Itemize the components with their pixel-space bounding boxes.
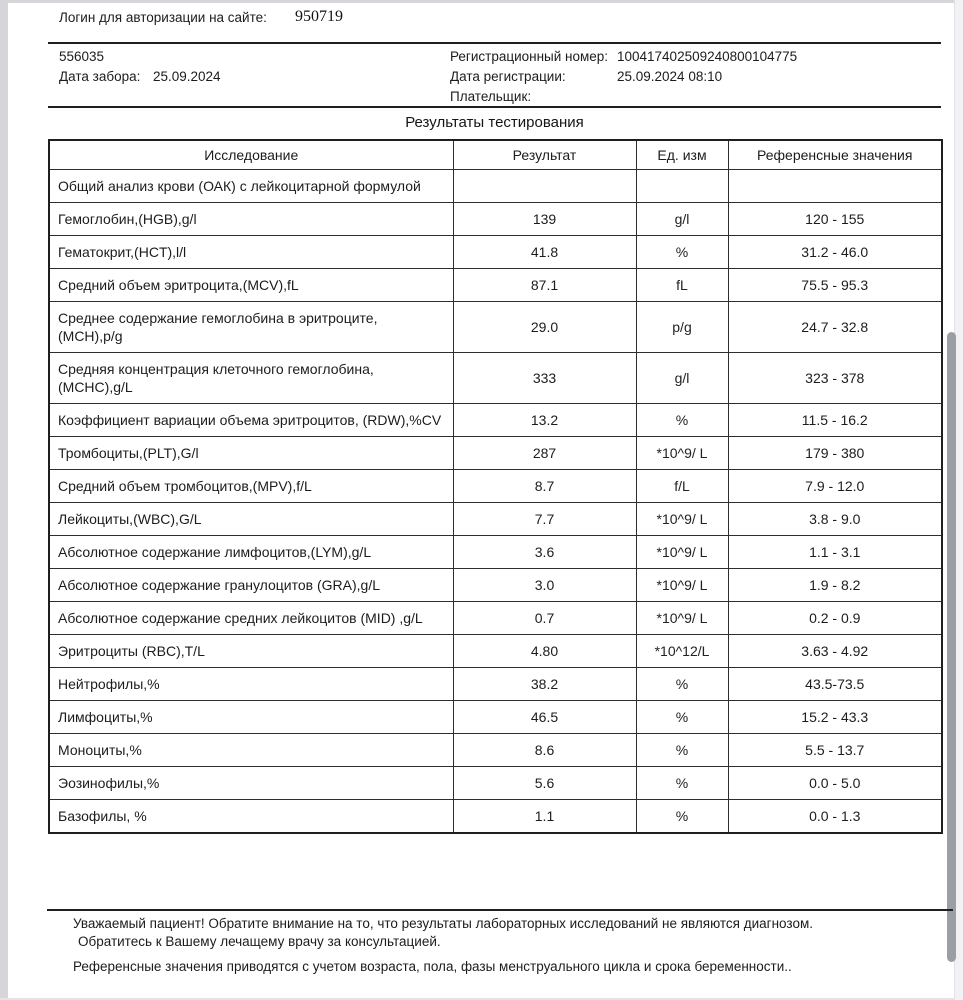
test-name-cell: Эозинофилы,%	[49, 767, 453, 800]
test-name-cell: Эритроциты (RBC),T/L	[49, 635, 453, 668]
reference-range-cell: 120 - 155	[728, 203, 942, 236]
window-top-edge	[0, 0, 963, 3]
table-row	[49, 767, 942, 800]
patient-notice-line2: Обратитесь к Вашему лечащему врачу за консультацией.	[78, 934, 441, 949]
table-row	[49, 503, 942, 536]
test-name-cell: Лимфоциты,%	[49, 701, 453, 734]
login-value: 950719	[295, 8, 343, 25]
reference-range-cell: 0.2 - 0.9	[728, 602, 942, 635]
test-name-cell: Коэффициент вариации объема эритроцитов, (RDW),%CV	[49, 404, 453, 437]
table-row	[49, 302, 942, 353]
payer-row	[450, 87, 797, 107]
unit-cell: %	[636, 668, 728, 701]
reference-range-cell: 43.5-73.5	[728, 668, 942, 701]
result-value-cell: 38.2	[453, 668, 636, 701]
unit-cell: *10^9/ L	[636, 602, 728, 635]
test-name-cell: Абсолютное содержание гранулоцитов (GRA),g/L	[49, 569, 453, 602]
vertical-scrollbar-thumb[interactable]	[947, 332, 956, 962]
results-table-header-row	[49, 140, 942, 170]
table-row	[49, 203, 942, 236]
unit-cell: *10^9/ L	[636, 536, 728, 569]
test-name-cell: Гемоглобин,(HGB),g/l	[49, 203, 453, 236]
unit-cell: p/g	[636, 302, 728, 353]
reference-values-note: Референсные значения приводятся с учетом возраста, пола, фазы менструального цикла и срока беременности..	[73, 959, 792, 974]
unit-cell: %	[636, 767, 728, 800]
unit-cell: *10^12/L	[636, 635, 728, 668]
reference-range-cell	[728, 170, 942, 203]
reference-range-cell: 3.63 - 4.92	[728, 635, 942, 668]
payer-label: Плательщик:	[450, 89, 532, 104]
unit-cell: *10^9/ L	[636, 503, 728, 536]
reference-range-cell: 11.5 - 16.2	[728, 404, 942, 437]
results-table	[48, 139, 943, 834]
registration-date-row	[450, 67, 797, 87]
footer-divider	[47, 909, 953, 911]
table-row	[49, 569, 942, 602]
reference-range-cell: 323 - 378	[728, 353, 942, 404]
result-value-cell: 287	[453, 437, 636, 470]
unit-cell: *10^9/ L	[636, 569, 728, 602]
result-value-cell: 87.1	[453, 269, 636, 302]
reference-range-cell: 179 - 380	[728, 437, 942, 470]
test-name-cell: Средняя концентрация клеточного гемоглобина, (MCHC),g/L	[49, 353, 453, 404]
sample-date-label: Дата забора:	[59, 69, 141, 84]
unit-cell: g/l	[636, 203, 728, 236]
reference-range-cell: 1.1 - 3.1	[728, 536, 942, 569]
result-value-cell: 3.6	[453, 536, 636, 569]
header-divider-top	[48, 42, 941, 44]
table-row	[49, 404, 942, 437]
result-value-cell: 1.1	[453, 800, 636, 834]
unit-cell: %	[636, 701, 728, 734]
registration-number-label: Регистрационный номер:	[450, 49, 609, 64]
test-name-cell: Нейтрофилы,%	[49, 668, 453, 701]
test-name-cell: Абсолютное содержание лимфоцитов,(LYM),g/L	[49, 536, 453, 569]
test-name-cell: Общий анализ крови (ОАК) с лейкоцитарной формулой	[49, 170, 453, 203]
table-row	[49, 701, 942, 734]
reference-range-cell: 75.5 - 95.3	[728, 269, 942, 302]
reference-range-cell: 0.0 - 1.3	[728, 800, 942, 834]
unit-cell: %	[636, 734, 728, 767]
patient-notice-line1: Уважаемый пациент! Обратите внимание на то, что результаты лабораторных исследований не являются диагнозом.	[73, 916, 813, 931]
results-table-body	[49, 170, 942, 834]
reference-range-cell: 24.7 - 32.8	[728, 302, 942, 353]
test-name-cell: Абсолютное содержание средних лейкоцитов (MID) ,g/L	[49, 602, 453, 635]
unit-cell: %	[636, 236, 728, 269]
window-left-edge	[0, 0, 8, 1000]
result-value-cell: 29.0	[453, 302, 636, 353]
table-row	[49, 269, 942, 302]
table-row	[49, 635, 942, 668]
result-value-cell: 7.7	[453, 503, 636, 536]
column-header-unit: Ед. изм	[636, 140, 728, 170]
table-row	[49, 353, 942, 404]
test-name-cell: Базофилы, %	[49, 800, 453, 834]
reference-range-cell: 3.8 - 9.0	[728, 503, 942, 536]
table-row	[49, 734, 942, 767]
result-value-cell: 13.2	[453, 404, 636, 437]
table-row	[49, 236, 942, 269]
unit-cell: *10^9/ L	[636, 437, 728, 470]
order-number: 556035	[59, 49, 105, 64]
reference-range-cell: 15.2 - 43.3	[728, 701, 942, 734]
results-title: Результаты тестирования	[405, 114, 584, 131]
result-value-cell: 139	[453, 203, 636, 236]
registration-number-row	[450, 47, 797, 67]
test-name-cell: Моноциты,%	[49, 734, 453, 767]
column-header-result: Результат	[453, 140, 636, 170]
reference-range-cell: 31.2 - 46.0	[728, 236, 942, 269]
sample-date-value: 25.09.2024	[153, 69, 221, 84]
unit-cell: f/L	[636, 470, 728, 503]
result-value-cell: 4.80	[453, 635, 636, 668]
result-value-cell	[453, 170, 636, 203]
result-value-cell: 46.5	[453, 701, 636, 734]
reference-range-cell: 7.9 - 12.0	[728, 470, 942, 503]
unit-cell: %	[636, 800, 728, 834]
result-value-cell: 333	[453, 353, 636, 404]
header-left-block	[59, 47, 221, 87]
result-value-cell: 8.6	[453, 734, 636, 767]
unit-cell: g/l	[636, 353, 728, 404]
unit-cell: %	[636, 404, 728, 437]
unit-cell	[636, 170, 728, 203]
unit-cell: fL	[636, 269, 728, 302]
column-header-reference: Референсные значения	[728, 140, 942, 170]
registration-number-value: 100417402509240800104775	[617, 49, 798, 64]
result-value-cell: 5.6	[453, 767, 636, 800]
reference-range-cell: 5.5 - 13.7	[728, 734, 942, 767]
login-label: Логин для авторизации на сайте:	[59, 10, 267, 25]
table-row	[49, 800, 942, 834]
table-row	[49, 437, 942, 470]
registration-date-label: Дата регистрации:	[450, 69, 566, 84]
result-value-cell: 0.7	[453, 602, 636, 635]
test-name-cell: Гематокрит,(HCT),l/l	[49, 236, 453, 269]
header-divider-bottom	[48, 106, 941, 108]
table-row	[49, 536, 942, 569]
header-right-block	[450, 47, 797, 107]
reference-range-cell: 1.9 - 8.2	[728, 569, 942, 602]
result-value-cell: 8.7	[453, 470, 636, 503]
table-row	[49, 470, 942, 503]
test-name-cell: Средний объем эритроцита,(MCV),fL	[49, 269, 453, 302]
registration-date-value: 25.09.2024 08:10	[617, 69, 723, 84]
table-row	[49, 602, 942, 635]
result-value-cell: 41.8	[453, 236, 636, 269]
column-header-test: Исследование	[49, 140, 453, 170]
reference-range-cell: 0.0 - 5.0	[728, 767, 942, 800]
table-row	[49, 170, 942, 203]
test-name-cell: Средний объем тромбоцитов,(MPV),f/L	[49, 470, 453, 503]
test-name-cell: Лейкоциты,(WBC),G/L	[49, 503, 453, 536]
result-value-cell: 3.0	[453, 569, 636, 602]
test-name-cell: Среднее содержание гемоглобина в эритроците, (MCH),p/g	[49, 302, 453, 353]
test-name-cell: Тромбоциты,(PLT),G/l	[49, 437, 453, 470]
table-row	[49, 668, 942, 701]
sample-date-row	[59, 67, 221, 87]
